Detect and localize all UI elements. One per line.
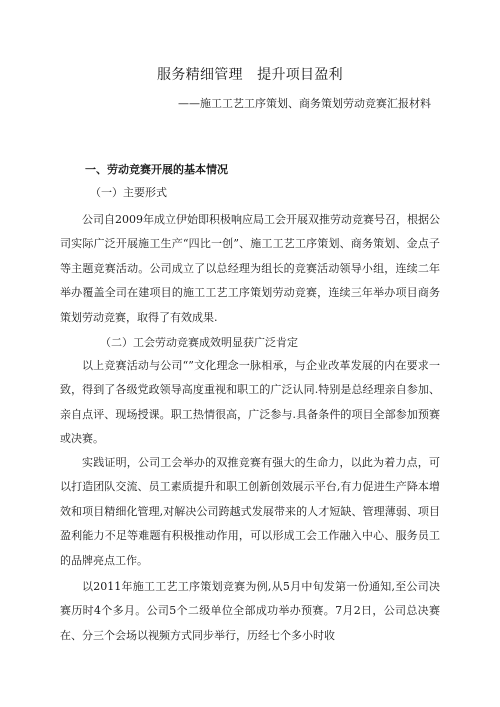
section-heading: 一、劳动竞赛开展的基本情况 (85, 163, 228, 176)
subsection-heading-main-forms: （一）主要形式 (90, 186, 167, 199)
paragraph: 公司自2009年成立伊始即积极响应局工会开展双推劳动竞赛号召，根据公司实际广泛开展施工生产“四比一创”、施工工艺工序策划、商务策划、金点子等主题竞赛活动。公司成立了以总经理为组长的竞赛活动领导小组，连续二年举办覆盖全司在建项目的施工工艺工序策划劳动竞赛，连续三年举办项目商务策划劳动竞赛，取得了有效成果. (60, 213, 440, 324)
subsection-heading-results: （二）工会劳动竞赛成效明显获广泛肯定 (100, 336, 298, 349)
paragraph: 以2011年施工工艺工序策划竞赛为例,从5月中旬发第一份通知,至公司决赛历时4个多月。公司5个二级单位全部成功举办预赛。7月2日，公司总决赛在、分三个会场以视频方式同步举行，历经七个多小时收 (60, 580, 440, 642)
paragraph: 实践证明，公司工会举办的双推竞赛有强大的生命力，以此为着力点，可以打造团队交流、员工素质提升和职工创新创效展示平台,有力促进生产降本增效和项目精细化管理,对解决公司跨越式发展带来的人才短缺、管理薄弱、项目盈利能力不足等难题有积极推动作用，可以形成工会工作融入中心、服务员工的品牌亮点工作。 (60, 456, 440, 567)
document-title: 服务精细管理 提升项目盈利 (157, 67, 343, 83)
document-subtitle: ——施工工艺工序策划、商务策划劳动竞赛汇报材料 (178, 97, 431, 110)
paragraph: 以上竞赛活动与公司“”文化理念一脉相承，与企业改革发展的内在要求一致，得到了各级党政领导高度重视和职工的广泛认同.特别是总经理亲自参加、亲自点评、现场授课。职工热情很高，广泛参与.具备条件的项目全部参加预赛或决赛。 (60, 359, 440, 446)
